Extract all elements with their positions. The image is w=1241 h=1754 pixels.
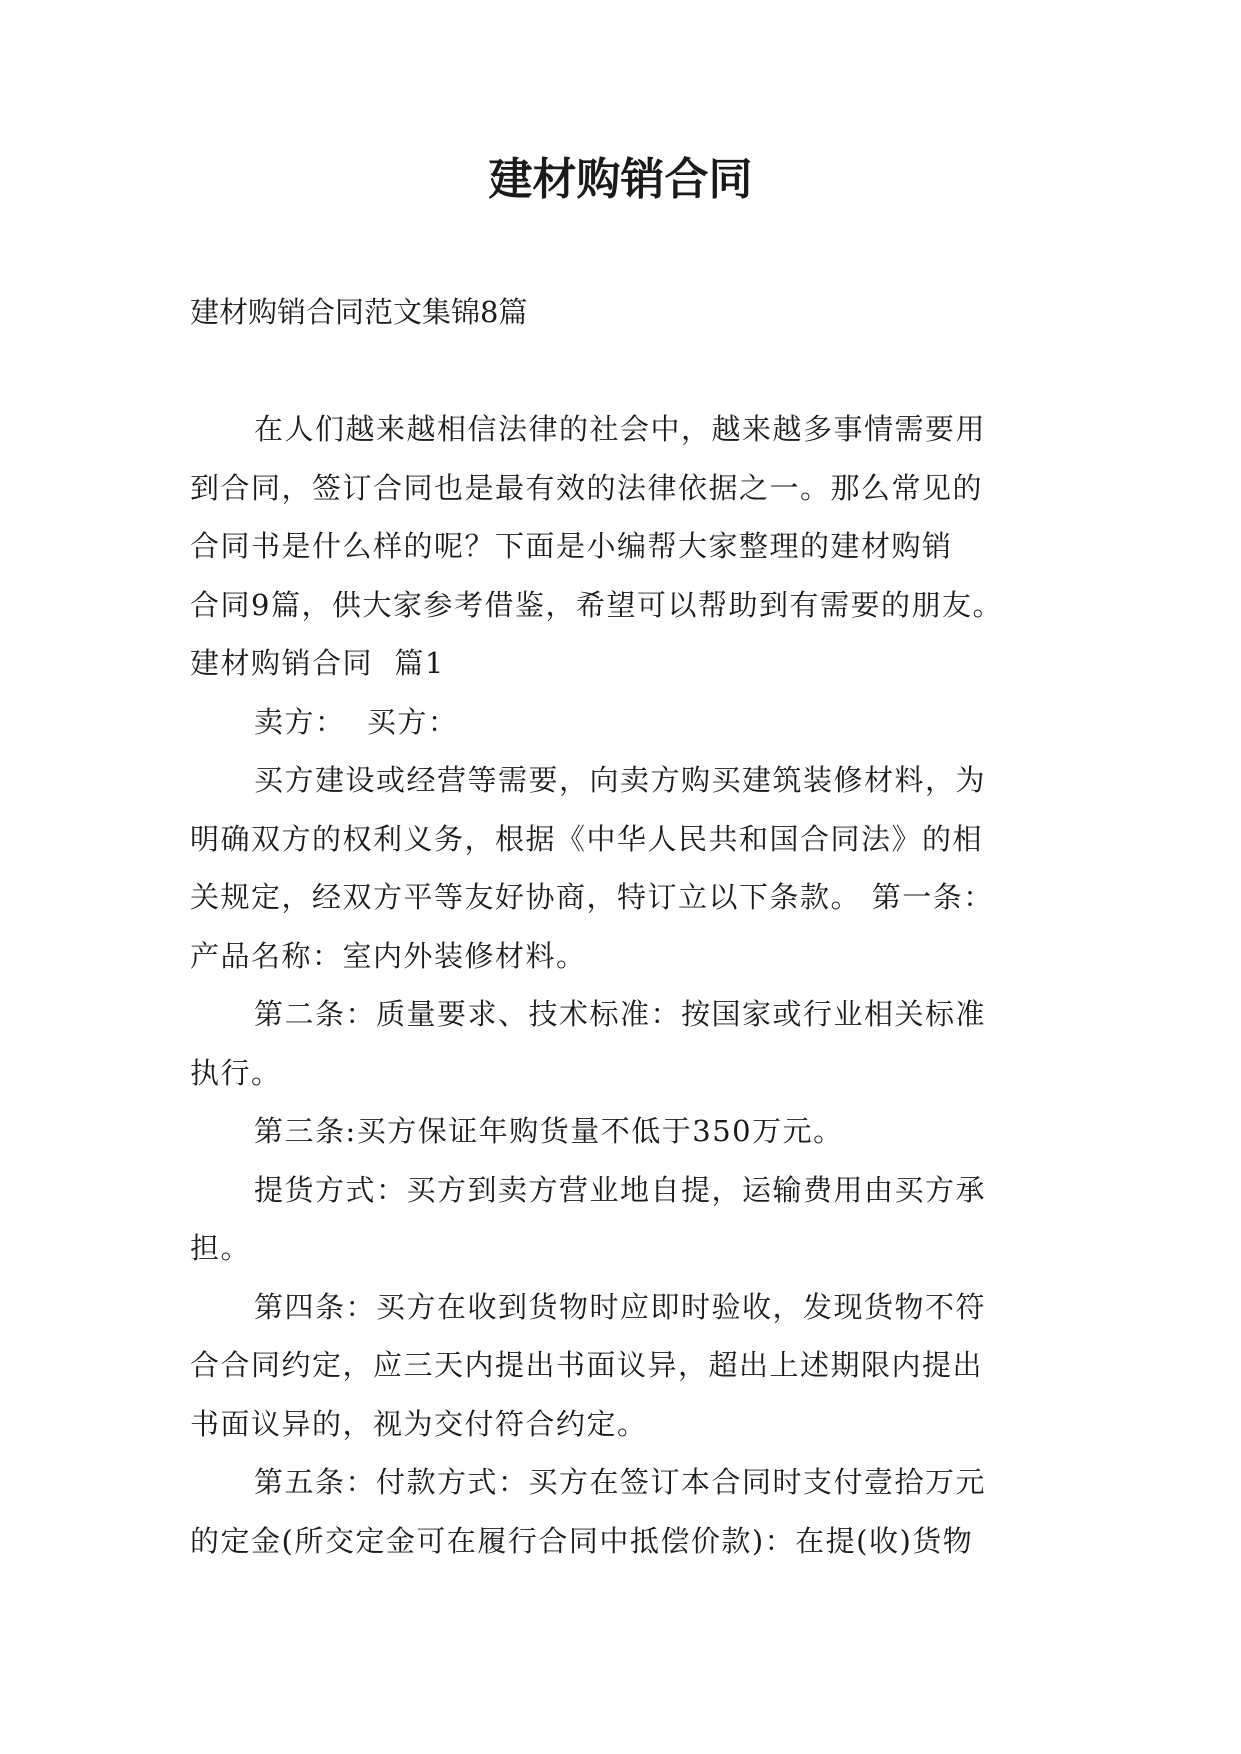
article-4-line: 书面议异的，视为交付符合约定。 (190, 1406, 648, 1441)
intro-line: 在人们越来越相信法律的社会中，越来越多事情需要用 (254, 412, 987, 446)
article-3-line: 第三条:买方保证年购货量不低于350万元。 (254, 1114, 844, 1148)
preamble-line: 明确双方的权利义务，根据《中华人民共和国合同法》的相 (190, 821, 984, 856)
document-body (190, 400, 1060, 1570)
document-subtitle: 建材购销合同范文集锦8篇 (190, 295, 528, 329)
intro-line: 合同书是什么样的呢？下面是小编帮大家整理的建材购销 (190, 529, 953, 563)
intro-line: 合同9篇，供大家参考借鉴，希望可以帮助到有需要的朋友。 (190, 587, 1003, 622)
article-2-line: 执行。 (190, 1055, 282, 1090)
preamble-line: 关规定，经双方平等友好协商，特订立以下条款。 第一条： (190, 880, 994, 914)
delivery-line: 担。 (190, 1231, 252, 1265)
article-2-line: 第二条：质量要求、技术标准：按国家或行业相关标准 (254, 997, 987, 1031)
article-4-line: 合合同约定，应三天内提出书面议异，超出上述期限内提出 (190, 1348, 984, 1382)
intro-line: 到合同，签订合同也是最有效的法律依据之一。那么常见的 (190, 470, 984, 505)
article-5-line: 第五条：付款方式：买方在签订本合同时支付壹拾万元 (254, 1465, 987, 1499)
delivery-line: 提货方式：买方到卖方营业地自提，运输费用由买方承 (254, 1172, 987, 1207)
article-4-line: 第四条：买方在收到货物时应即时验收，发现货物不符 (254, 1289, 987, 1324)
parties-line: 卖方： 买方： (254, 704, 459, 739)
preamble-line: 产品名称：室内外装修材料。 (190, 938, 587, 973)
article-5-line: 的定金(所交定金可在履行合同中抵偿价款)：在提(收)货物 (190, 1523, 974, 1558)
document-title: 建材购销合同 (488, 154, 753, 205)
preamble-line: 买方建设或经营等需要，向卖方购买建筑装修材料，为 (254, 763, 987, 797)
section-heading: 建材购销合同 篇1 (190, 646, 445, 680)
